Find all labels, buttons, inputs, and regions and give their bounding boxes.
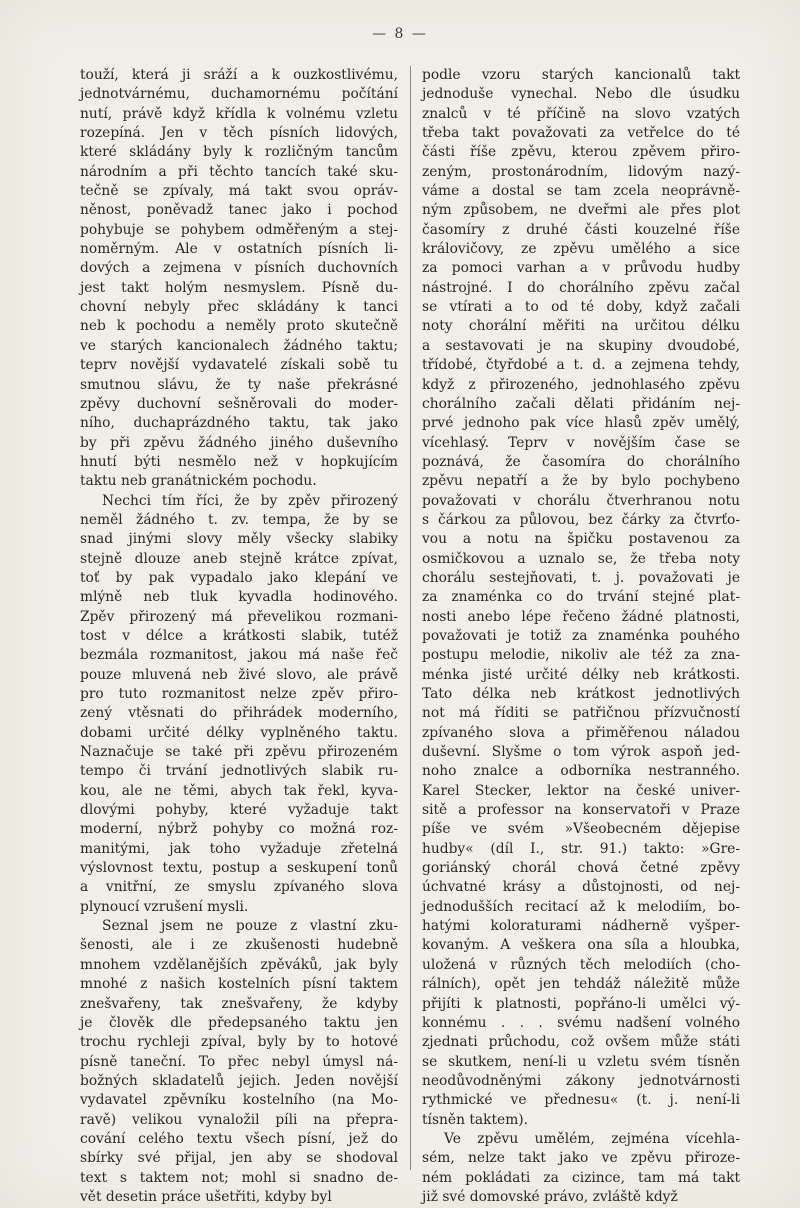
text-line: národním a při těchto tancích také sku-: [80, 163, 398, 180]
text-line: hatými koloraturami nádherně vyšper-: [422, 918, 740, 935]
text-line: smutnou slávu, že ty naše překrásné: [80, 376, 398, 393]
text-line: neodůvodněnými zákony jednotvárnosti: [422, 1072, 740, 1089]
text-line: zpívaného slova a přiměřenou náladou: [422, 724, 740, 741]
text-line: mlýně neb tluk kyvadla hodinového.: [80, 589, 398, 606]
text-line: ního, duchaprázdného taktu, tak jako: [80, 415, 398, 432]
text-line: mnohem vzdělanějších zpěváků, jak byly: [80, 956, 398, 973]
text-line: zpěvu nepatří a že by bylo pochybeno: [422, 473, 740, 490]
text-line: královičovy, ze zpěvu umělého a sice: [422, 241, 740, 258]
text-line: noty chorální měřiti na určitou délku: [422, 318, 740, 335]
text-line: cování celého textu všech písní, jež do: [80, 1130, 398, 1147]
text-line: Seznal jsem ne pouze z vlastní zku-: [102, 918, 398, 935]
text-line: vět desetin práce ušetřiti, kdyby byl: [80, 1188, 332, 1205]
text-line: not má říditi se patřičnou přízvučností: [422, 705, 740, 722]
text-line: váme a dostal se tam zcela neoprávně-: [422, 183, 740, 200]
text-line: plynoucí vzrušení mysli.: [80, 898, 249, 915]
text-line: sitě a professor na konservatoři v Praze: [422, 802, 740, 819]
text-line: Nechci tím říci, že by zpěv přirozený: [102, 492, 398, 509]
text-line: se skutkem, není-li u vzletu svém tísněn: [422, 1053, 740, 1070]
text-line: časomíry z druhé části kouzelné říše: [422, 221, 740, 238]
text-line: konnému . . . svému nadšení volného: [422, 1014, 740, 1031]
text-line: znalců v té příčině na slovo vzatých: [422, 105, 740, 122]
text-line: je člověk dle předepsaného taktu jen: [80, 1014, 398, 1031]
text-line: s čárkou za půlovou, bez čárky za čtvrťo-: [422, 511, 740, 528]
text-line: nosti anebo lépe řečeno žádné platnosti,: [422, 608, 740, 625]
text-line: třeba takt považovati za vetřelce do té: [422, 125, 740, 142]
text-line: dobami určité délky vyplněného taktu.: [80, 724, 398, 741]
text-line: hnutí býti nesmělo než v hopkujícím: [80, 453, 398, 470]
text-line: vydavatel zpěvníku kostelního (na Mo-: [80, 1092, 398, 1109]
left-column: [80, 66, 398, 1207]
text-line: toť by pak vypadalo jako klepání ve: [80, 569, 398, 586]
text-line: části říše zpěvu, kterou zpěvem přiro-: [422, 144, 740, 161]
text-line: považovati je totiž za znaménka pouhého: [422, 627, 740, 644]
text-line: tempo či trvání jednotlivých slabik ru-: [80, 763, 398, 780]
text-line: se vtírati a to od té doby, když začali: [422, 299, 740, 316]
text-line: bezmála rozmanitost, jakou má naše řeč: [80, 647, 398, 664]
text-line: úchvatné krásy a důstojnosti, od nej-: [422, 879, 740, 896]
text-line: Tato délka neb krátkost jednotlivých: [422, 686, 740, 702]
text-line: jednodušších recitací až k melodiím, bo-: [422, 898, 740, 915]
text-line: jednoduše vynechal. Nebo dle úsudku: [422, 86, 740, 103]
text-line: hudby« (díl I., str. 91.) takto: »Gre-: [422, 840, 740, 857]
text-line: kovaným. A veškera ona síla a hloubka,: [422, 937, 740, 954]
text-line: taktu neb granátnickém pochodu.: [80, 473, 317, 490]
text-line: neměl žádného t. zv. tempa, že by se: [80, 511, 398, 528]
text-line: ménka jisté určité délky neb krátkosti.: [422, 666, 740, 683]
text-line: nutí, právě když křídla k volnému vzletu: [80, 105, 398, 122]
text-line: rálních), opět jen tehdáž náležitě může: [422, 976, 740, 993]
text-line: vícehlasý. Teprv v novějším čase se: [422, 434, 740, 451]
text-line: moderní, nýbrž pohyby co možná roz-: [80, 821, 398, 838]
text-line: považovati v chorálu čtverhranou notu: [422, 492, 740, 509]
text-line: mnohé z našich kostelních písní taktem: [80, 976, 398, 993]
text-line: tísněn taktem).: [422, 1111, 529, 1128]
text-line: za pomoci varhan a v průvodu hudby: [422, 260, 740, 277]
text-line: neb k pochodu a neměly proto skutečně: [80, 318, 398, 335]
text-line: jednotvárnému, duchamornému počítání: [80, 86, 398, 103]
text-line: snad jinými slovy měly všecky slabiky: [80, 531, 398, 548]
text-line: dlovými pohyby, které vyžaduje takt: [80, 802, 398, 819]
text-line: zený vtěsnati do přihrádek moderního,: [80, 705, 398, 722]
text-line: píše ve svém »Všeobecném dějepise: [422, 821, 740, 838]
text-line: Zpěv přirozený má převelikou rozmani-: [80, 608, 398, 625]
text-line: touží, která ji sráží a k ouzkostlivému,: [80, 67, 398, 83]
text-line: tečně se zpívaly, má takt svou opráv-: [80, 183, 398, 200]
text-line: prvé jednoho pak více hlasů zpěv umělý,: [422, 415, 740, 432]
text-line: a vnitřní, ze smyslu zpívaného slova: [80, 879, 398, 896]
text-line: by při zpěvu žádného jiného duševního: [80, 434, 398, 451]
text-line: božných skladatelů jejich. Jeden novější: [80, 1072, 398, 1089]
right-column: [422, 66, 740, 1207]
column-divider: [410, 66, 411, 1170]
text-line: duševní. Slyšme o tom výrok aspoň jed-: [422, 744, 740, 761]
text-line: postupu melodie, nikoliv ale též za zna-: [422, 647, 740, 664]
text-line: ve starých kancionalech žádného taktu;: [80, 337, 398, 354]
text-line: a sestavovati je na skupiny dvoudobé,: [422, 337, 740, 354]
text-line: chorálního začali dělati přidáním nej-: [422, 395, 740, 412]
text-line: kou, ale ne těmi, abych tak řekl, kyva-: [80, 782, 398, 799]
text-line: text s taktem not; mohl si snadno de-: [80, 1169, 398, 1186]
text-line: přijíti k platnosti, popřáno-li umělci vý-: [422, 995, 740, 1012]
text-line: sbírky své přijal, jen aby se shodoval: [80, 1150, 398, 1167]
text-line: poznává, že časomíra do chorálního: [422, 453, 740, 470]
text-line: noměrným. Ale v ostatních písních li-: [80, 241, 398, 258]
text-line: za znaménka co do trvání stejné plat-: [422, 589, 740, 606]
text-line: trochu rychleji zpíval, byly by to hotové: [80, 1034, 398, 1051]
text-line: třídobé, čtyřdobé a t. d. a zejmena tehdy,: [422, 357, 740, 374]
text-line: šenosti, ale i ze zkušenosti hudebně: [80, 937, 398, 954]
text-line: sém, nelze takt jako ve zpěvu přiroze-: [422, 1150, 740, 1167]
text-line: zeným, prostonárodním, lidovým nazý-: [422, 163, 740, 180]
text-line: pouze mluvená neb živé slovo, ale právě: [80, 666, 398, 683]
text-line: něnost, poněvadž tanec jako i pochod: [80, 202, 398, 219]
text-line: Karel Stecker, lektor na české univer-: [422, 782, 740, 799]
text-line: ném pokládati za cizince, tam má takt: [422, 1169, 740, 1186]
text-line: nástrojné. I do chorálního zpěvu začal: [422, 279, 740, 296]
text-line: tost v délce a krátkosti slabik, tutéž: [80, 627, 398, 644]
page-number: — 8 —: [372, 26, 428, 42]
text-line: rozepíná. Jen v těch písních lidových,: [80, 125, 398, 142]
text-line: dových a zejmena v písních duchovních: [80, 260, 398, 277]
text-line: již své domovské právo, zvláště když: [422, 1188, 678, 1205]
text-line: zjednati průchodu, což ovšem může státi: [422, 1034, 740, 1051]
text-line: stejně dlouze aneb stejně krátce zpívat,: [80, 550, 398, 567]
text-line: které skládány byly k rozličným tancům: [80, 144, 398, 161]
text-line: noho znalce a odborníka nestranného.: [422, 763, 740, 780]
text-line: ravě) velikou vynaložil píli na přepra-: [80, 1111, 398, 1128]
text-line: vou a notu na špičku postavenou za: [422, 531, 740, 548]
text-line: pohybuje se pohybem odměřeným a stej-: [80, 221, 398, 238]
text-line: chorálu sestejňovati, t. j. považovati je: [422, 569, 740, 586]
text-line: písně taneční. To přec nebyl úmysl ná-: [80, 1053, 398, 1070]
text-line: goriánský chorál chová četné zpěvy: [422, 860, 740, 877]
text-line: když z přirozeného, jednohlasého zpěvu: [422, 376, 740, 393]
text-line: výslovnost textu, postup a seskupení tonů: [80, 860, 398, 877]
text-line: zpěvy duchovní sešněrovali do moder-: [80, 395, 398, 412]
text-line: uložená v různých těch melodiích (cho-: [422, 956, 740, 973]
text-line: rythmické ve přednesu« (t. j. není-li: [422, 1092, 740, 1109]
text-line: znešvařeny, tak znešvařeny, že kdyby: [80, 995, 398, 1012]
text-line: Ve zpěvu umělém, zejména vícehla-: [444, 1130, 740, 1147]
text-line: pro tuto rozmanitost nelze zpěv přiro-: [80, 686, 398, 702]
text-line: osmičkovou a uznalo se, že třeba noty: [422, 550, 740, 567]
text-line: ným způsobem, ne dveřmi ale přes plot: [422, 202, 740, 219]
text-line: Naznačuje se také při zpěvu přirozeném: [80, 744, 398, 761]
text-line: podle vzoru starých kancionalů takt: [422, 67, 740, 83]
text-line: jest takt holým nesmyslem. Písně du-: [80, 279, 398, 296]
text-line: chovní nebyly přec skládány k tanci: [80, 299, 398, 316]
text-line: manitými, jak toho vyžaduje zřetelná: [80, 840, 398, 857]
text-line: teprv novější vydavatelé získali sobě tu: [80, 357, 398, 374]
